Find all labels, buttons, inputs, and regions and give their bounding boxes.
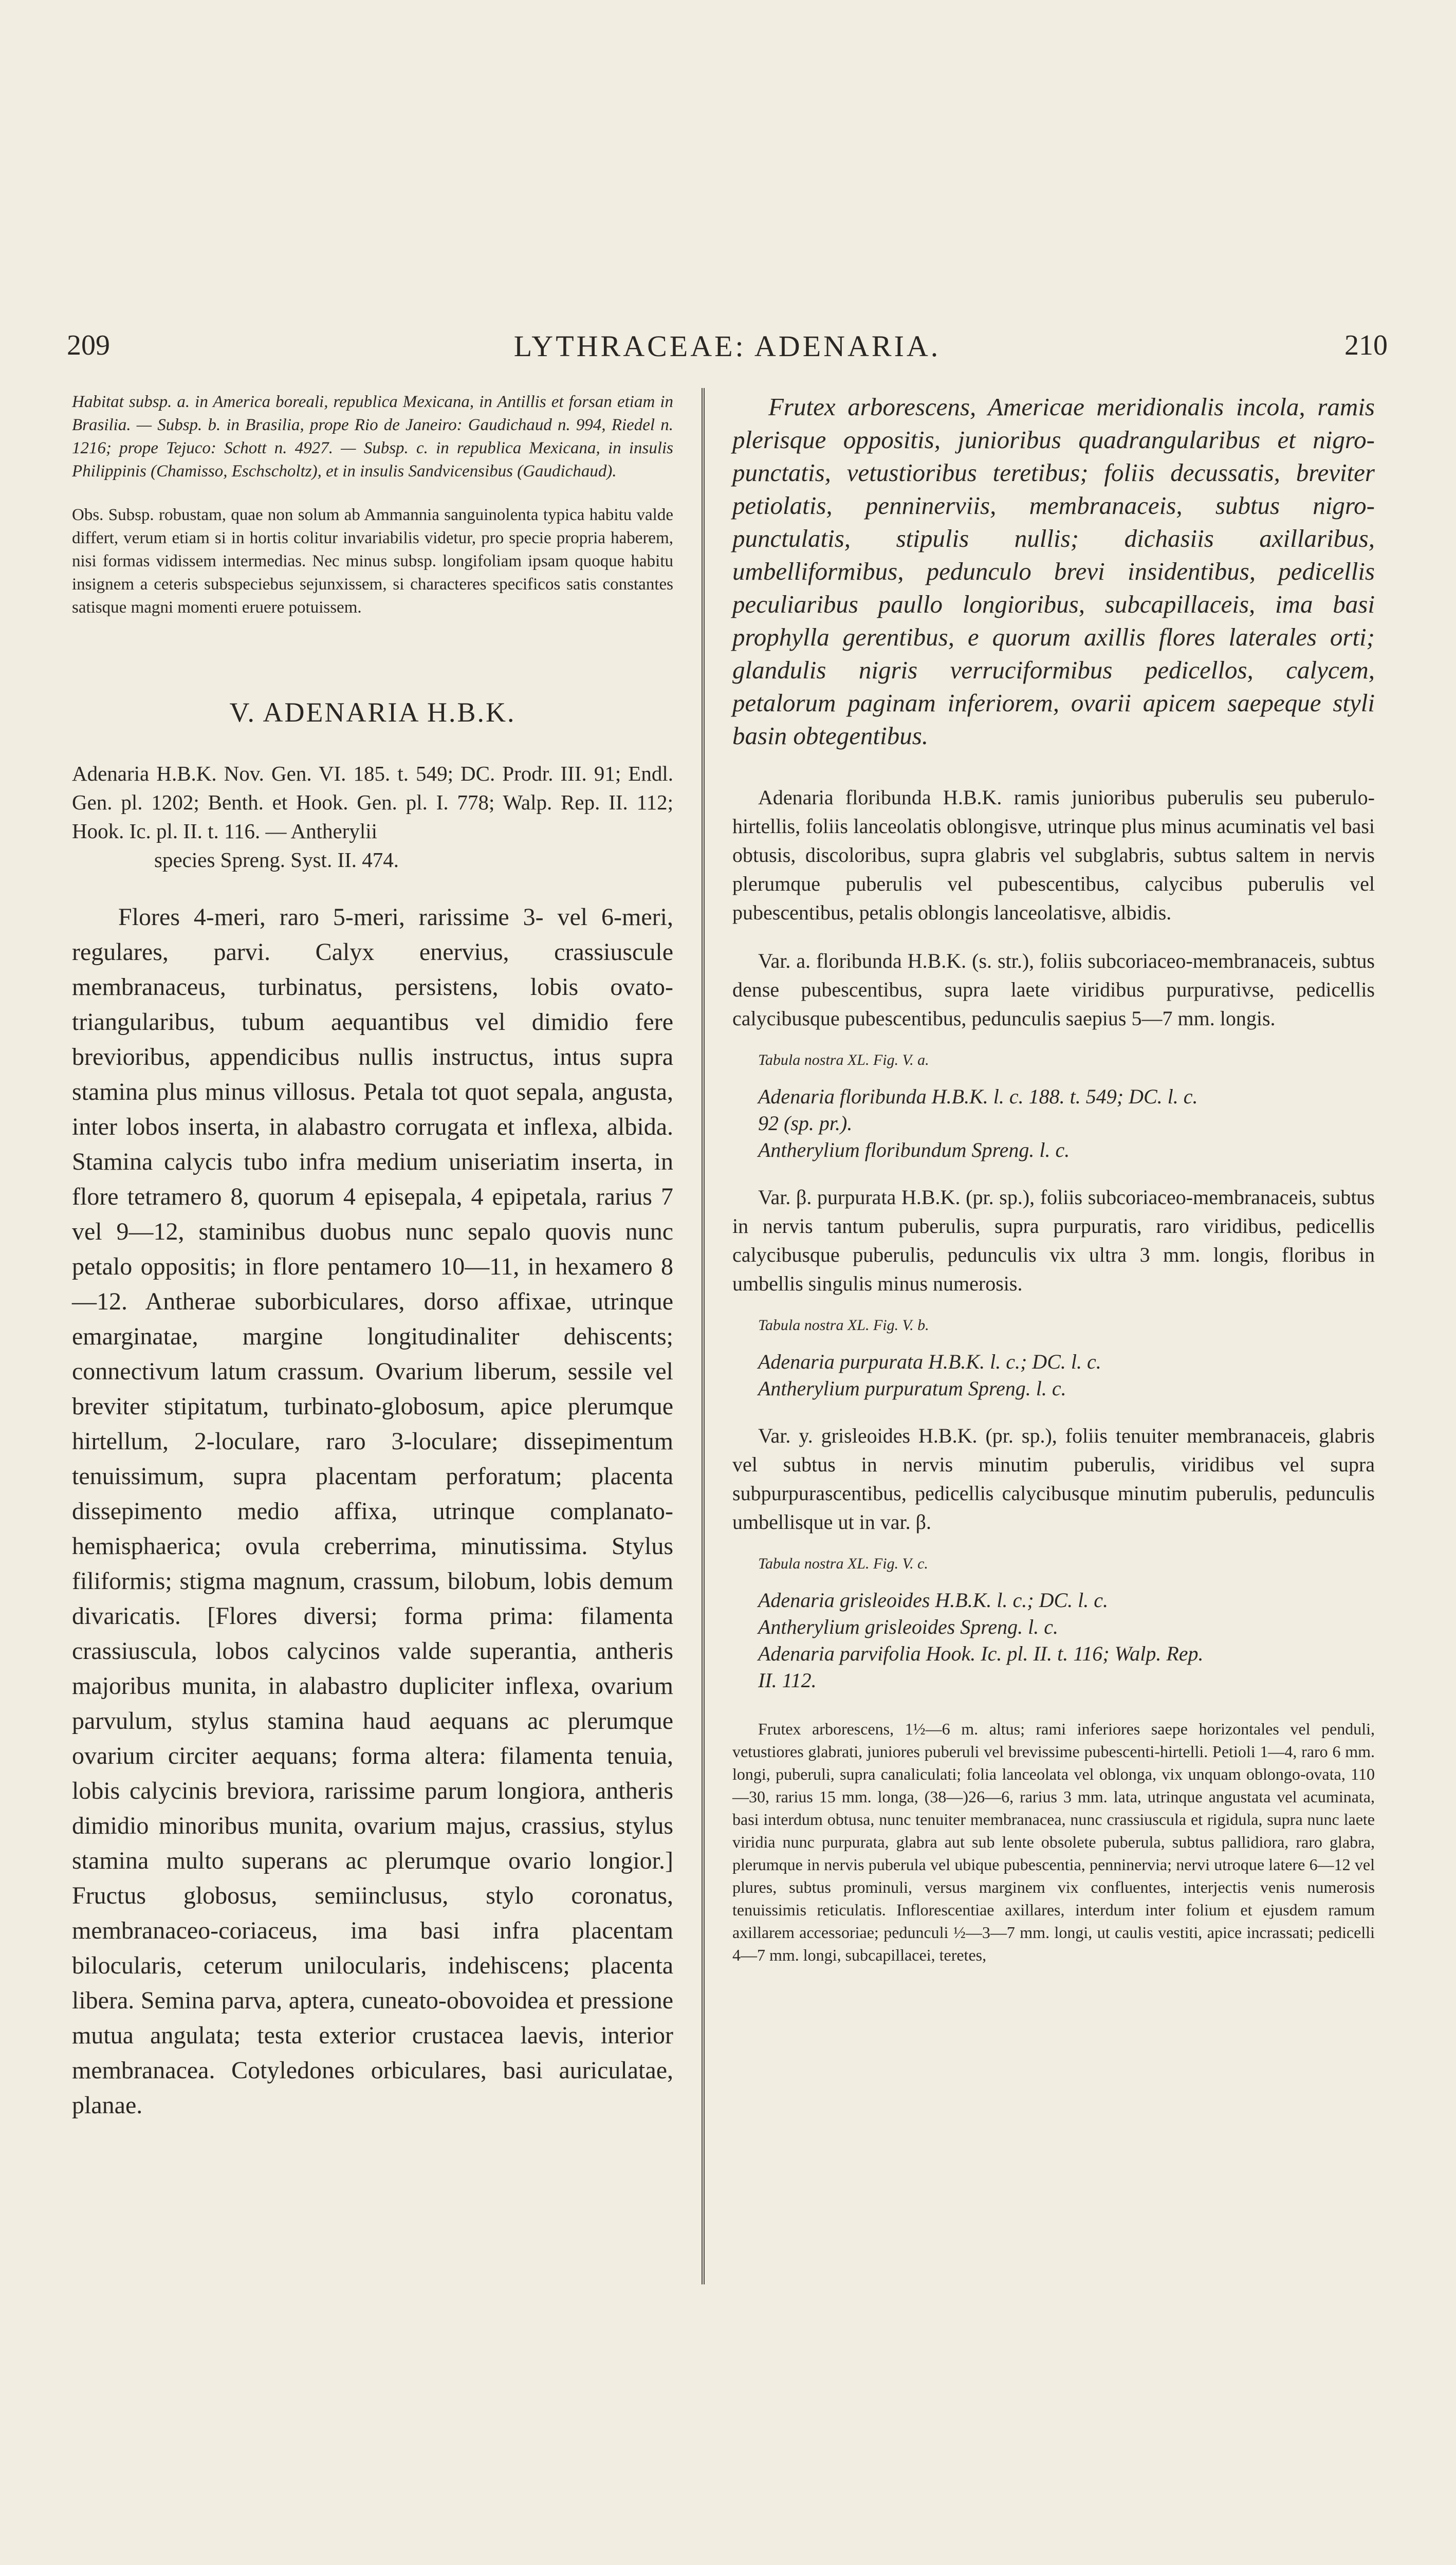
page-number-right: 210: [1344, 329, 1388, 361]
observation-paragraph: Obs. Subsp. robustam, quae non solum ab Ammannia sanguinolenta typica habitu valde differt, verum etiam si in hortis colitur invariabilis videtur, pro specie propria haberem, nisi formas vidissem intermedias. Nec minus subsp. longifoliam ipsam quoque habitu insignem a ceteris subspeciebus sejunxissem, si characteres specificos satis constantes satisque magni momenti eruere potuissem.: [72, 506, 673, 617]
species-diagnosis: Adenaria floribunda H.B.K. ramis junioribus puberulis seu puberulo-hirtellis, foliis lanceolatis oblongisve, utrinque plus minus acuminatis vel basi obtusis, discoloribus, supra glabris vel subglabris, subtus saltem in nervis plerumque puberulis vel pubescentibus, calycibus puberulis vel pubescentibus, petalis oblongis lanceolatisve, albidis.: [732, 786, 1375, 924]
citation-c2: Antherylium grisleoides Spreng. l. c.: [758, 1615, 1058, 1638]
right-column: [732, 391, 1375, 1966]
citation-c3: Adenaria parvifolia Hook. Ic. pl. II. t. 116; Walp. Rep.: [758, 1642, 1204, 1665]
synonymy-indent: species Spreng. Syst. II. 474.: [154, 848, 399, 872]
running-title: LYTHRACEAE: ADENARIA.: [513, 329, 941, 363]
genus-heading: V. ADENARIA H.B.K.: [229, 697, 516, 728]
plate-reference-b: Tabula nostra XL. Fig. V. b.: [758, 1317, 929, 1334]
citation-b1: Adenaria purpurata H.B.K. l. c.; DC. l. c.: [758, 1350, 1101, 1373]
plate-reference-c: Tabula nostra XL. Fig. V. c.: [758, 1555, 928, 1572]
column-divider: [702, 388, 705, 2284]
citation-a3: Antherylium floribundum Spreng. l. c.: [758, 1138, 1070, 1161]
variety-a: Var. a. floribunda H.B.K. (s. str.), foliis subcoriaceo-membranaceis, subtus dense pubescentibus, supra laete viridibus purpurativse, pedicellis calycibusque pubescentibus, pedunculis saepius 5—7 mm. longis.: [732, 949, 1375, 1030]
species-description: Frutex arborescens, 1½—6 m. altus; rami inferiores saepe horizontales vel penduli, vetustiores glabrati, juniores puberuli vel brevissime pubescenti-hirtelli. Petioli 1—4, raro 6 mm. longi, puberuli, supra canaliculati; folia lanceolata vel oblonga, vix unquam oblongo-ovata, 110—30, rarius 15 mm. longa, (38—)26—6, rarius 3 mm. lata, utrinque angustata vel acuminata, basi interdum obtusa, nunc tenuiter membranacea, nunc crassiuscula et rigidula, supra nunc laete viridia nunc purpurata, glabra aut sub lente obsolete puberula, subtus pallidiora, raro glabra, plerumque in nervis puberula vel ubique pubescentia, penninervia; nervi utroque latere 6—12 vel plures, subtus prominuli, versus marginem vix confluentes, interjectis venis numerosis tenuissimis reticulatis. Inflorescentiae axillares, interdum inter folium et ejusdem ramum axillarem accessoriae; pedunculi ½—3—7 mm. longi, ut caulis vestiti, apice incrassati; pedicelli 4—7 mm. longi, subcapillacei, teretes,: [732, 1720, 1375, 1964]
plate-reference-a: Tabula nostra XL. Fig. V. a.: [758, 1051, 929, 1068]
citation-a1: Adenaria floribunda H.B.K. l. c. 188. t. 549; DC. l. c.: [758, 1085, 1198, 1108]
left-column: [72, 391, 673, 2123]
variety-c: Var. y. grisleoides H.B.K. (pr. sp.), foliis tenuiter membranaceis, glabris vel subtus in nervis minutim puberulis, viridibus vel supra subpurpurascentibus, pedicellis calycibusque minutim puberulis, pedunculis umbellisque ut in var. β.: [732, 1424, 1375, 1534]
variety-b: Var. β. purpurata H.B.K. (pr. sp.), foliis subcoriaceo-membranaceis, subtus in nervis tantum puberulis, supra purpuratis, raro viridibus, pedicellis calycibusque puberulis, pedunculis vix ultra 3 mm. longis, floribus in umbellis singulis minus numerosis.: [732, 1186, 1375, 1295]
citation-a2: 92 (sp. pr.).: [758, 1112, 853, 1135]
genus-summary: Frutex arborescens, Americae meridionalis incola, ramis plerisque oppositis, junioribus quadrangularibus et nigro-punctatis, vetustioribus teretibus; foliis decussatis, breviter petiolatis, penninerviis, membranaceis, subtus nigro-punctulatis, stipulis nullis; dichasiis axillaribus, umbelliformibus, pedunculo brevi insidentibus, pedicellis peculiaribus paullo longioribus, subcapillaceis, ima basi prophylla gerentibus, e quorum axillis flores laterales orti; glandulis nigris verruciformibus pedicellos, calycem, petalorum paginam inferiorem, ovarii apicem saepeque styli basin obtegentibus.: [732, 393, 1375, 750]
genus-synonymy: [72, 759, 673, 874]
synonymy-main: Adenaria H.B.K. Nov. Gen. VI. 185. t. 549; DC. Prodr. III. 91; Endl. Gen. pl. 1202; Benth. et Hook. Gen. pl. I. 778; Walp. Rep. II. 112; Hook. Ic. pl. II. t. 116. — Antherylii: [72, 762, 673, 843]
citation-b2: Antherylium purpuratum Spreng. l. c.: [758, 1377, 1066, 1400]
habitat-paragraph: Habitat subsp. a. in America boreali, republica Mexicana, in Antillis et forsan etiam in Brasilia. — Subsp. b. in Brasilia, prope Rio de Janeiro: Gaudichaud n. 994, Riedel n. 1216; prope Tejuco: Schott n. 4927. — Subsp. c. in republica Mexicana, in insulis Philippinis (Chamisso, Eschscholtz), et in insulis Sandvicensibus (Gaudichaud).: [72, 393, 673, 481]
page-header: [62, 329, 1393, 370]
citation-c4: II. 112.: [758, 1669, 817, 1692]
page-number-left: 209: [67, 329, 110, 361]
genus-description: Flores 4-meri, raro 5-meri, rarissime 3- vel 6-meri, regulares, parvi. Calyx enervius, crassiuscule membranaceus, turbinatus, persistens, lobis ovato-triangularibus, tubum aequantibus vel dimidio fere brevioribus, appendicibus nullis instructus, intus supra stamina plus minus villosus. Petala tot quot sepala, angusta, inter lobos inserta, in alabastro corrugata et inflexa, albida. Stamina calycis tubo infra medium uniseriatim inserta, in flore tetramero 8, quorum 4 episepala, 4 epipetala, rarius 7 vel 9—12, staminibus duobus nunc sepalo quovis nunc petalo oppositis; in flore pentamero 10—11, in hexamero 8—12. Antherae suborbiculares, dorso affixae, utrinque emarginatae, margine longitudinaliter dehiscents; connectivum latum crassum. Ovarium liberum, sessile vel breviter stipitatum, turbinato-globosum, apice plerumque hirtellum, 2-loculare, raro 3-loculare; dissepimentum tenuissimum, supra placentam perforatum; placenta dissepimento medio affixa, utrinque complanato-hemisphaerica; ovula creberrima, minutissima. Stylus filiformis; stigma magnum, crassum, bilobum, lobis demum divaricatis. [Flores diversi; forma prima: filamenta crassiuscula, lobos calycinos valde superantia, antheris majoribus munita, in alabastro dupliciter inflexa, ovarium parvulum, stylus stamina haud aequans ac plerumque ovarium circiter aequans; forma altera: filamenta tenuia, lobis calycinis breviora, rarissime parum longiora, antheris dimidio minoribus munita, ovarium majus, crassius, stylus stamina multo superans ac plerumque ovario longior.] Fructus globosus, semiinclusus, stylo coronatus, membranaceo-coriaceus, ima basi infra placentam bilocularis, ceterum unilocularis, indehiscens; placenta libera. Semina parva, aptera, cuneato-obovoidea et pressione mutua angulata; testa exterior crustacea laevis, interior membranacea. Cotyledones orbiculares, basi auriculatae, planae.: [72, 903, 673, 2119]
citation-c1: Adenaria grisleoides H.B.K. l. c.; DC. l. c.: [758, 1589, 1109, 1612]
